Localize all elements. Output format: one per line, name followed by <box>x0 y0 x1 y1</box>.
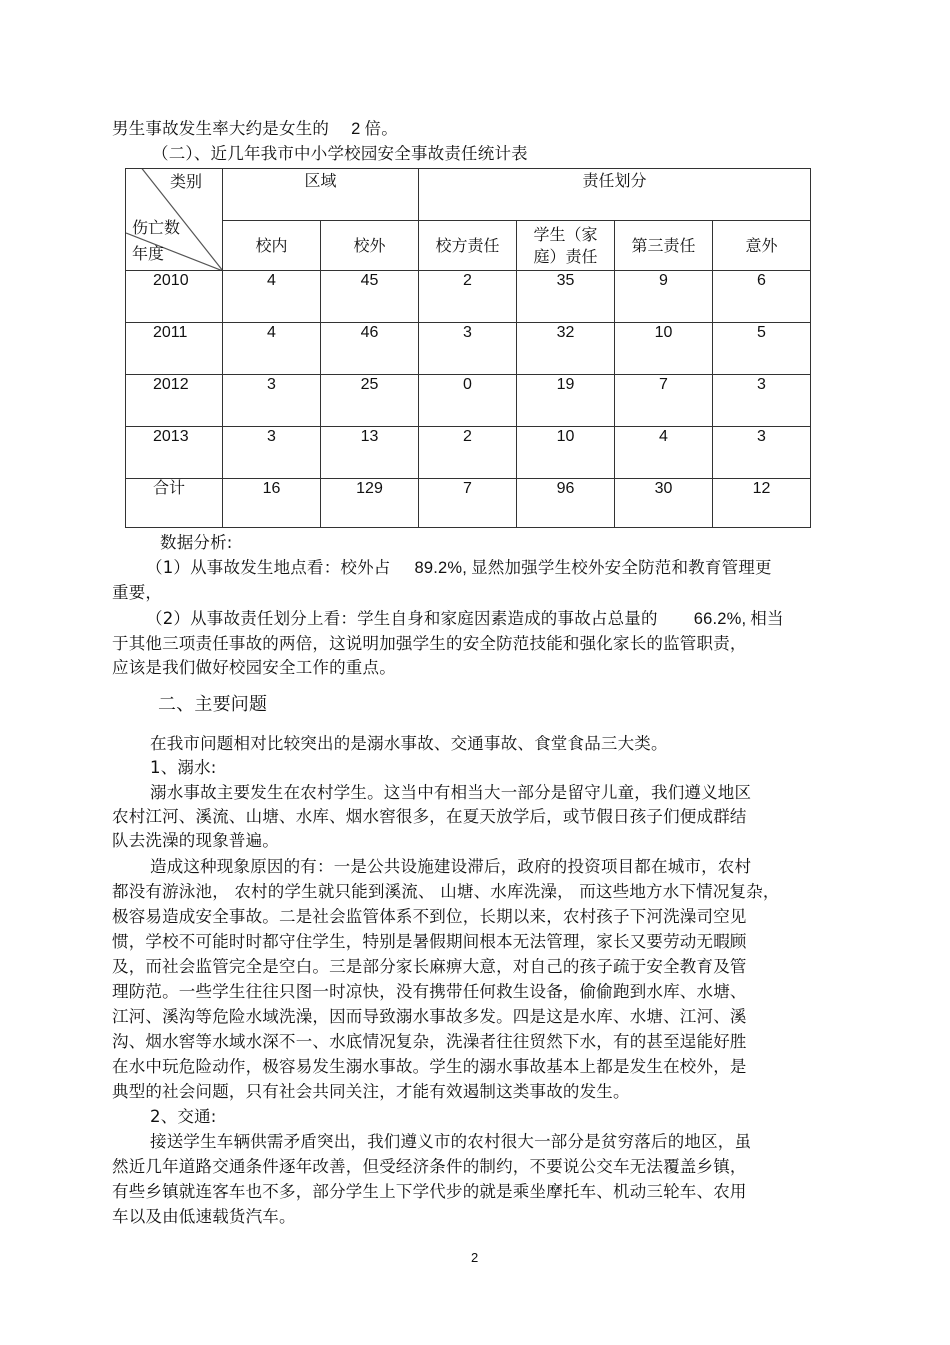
row-year: 2010 <box>126 271 223 323</box>
cell: 2 <box>419 427 517 479</box>
subheader-on-campus: 校内 <box>223 221 321 271</box>
page-number: 2 <box>471 1250 479 1265</box>
table-row-total <box>126 479 811 528</box>
point2-value: 66.2%, <box>693 610 747 628</box>
cell: 2 <box>419 271 517 323</box>
accident-statistics-table <box>125 168 811 528</box>
subheading-traffic: 2、交通: <box>150 1107 217 1126</box>
cell: 46 <box>321 323 419 375</box>
intro-text-after: 倍。 <box>364 119 398 138</box>
cell: 35 <box>517 271 615 323</box>
subheader-school-responsibility: 校方责任 <box>419 221 517 271</box>
cell: 0 <box>419 375 517 427</box>
cell: 3 <box>713 427 811 479</box>
subheader-accident: 意外 <box>713 221 811 271</box>
cell: 5 <box>713 323 811 375</box>
header-region: 区域 <box>223 169 419 221</box>
traffic-para1-line: 车以及由低速载货汽车。 <box>112 1207 296 1226</box>
table-row <box>126 427 811 479</box>
cell: 129 <box>321 479 419 528</box>
analysis-point-2 <box>146 608 784 630</box>
analysis-point-1 <box>146 557 772 579</box>
cell: 30 <box>615 479 713 528</box>
cell: 3 <box>223 375 321 427</box>
drowning-para2-line: 都没有游泳池， 农村的学生就只能到溪流、 山塘、水库洗澡， 而这些地方水下情况复杂， <box>112 882 780 901</box>
traffic-para1-line: 有些乡镇就连客车也不多，部分学生上下学代步的就是乘坐摩托车、机动三轮车、农用 <box>112 1182 747 1201</box>
table-row <box>126 375 811 427</box>
drowning-para2-line: 江河、溪沟等危险水域洗澡，因而导致溺水事故多发。四是这是水库、水塘、江河、溪 <box>112 1007 747 1026</box>
cell: 9 <box>615 271 713 323</box>
drowning-para2-line: 惯，学校不可能时时都守住学生，特别是暑假期间根本无法管理，家长又要劳动无暇顾 <box>112 932 747 951</box>
drowning-para2-line: 典型的社会问题，只有社会共同关注，才能有效遏制这类事故的发生。 <box>112 1082 630 1101</box>
drowning-para1-line: 队去洗澡的现象普遍。 <box>112 831 279 850</box>
row-year: 2011 <box>126 323 223 375</box>
cell: 32 <box>517 323 615 375</box>
subheader-third-party: 第三责任 <box>615 221 713 271</box>
row-total-label: 合计 <box>126 479 223 528</box>
cell: 96 <box>517 479 615 528</box>
point2-suffix: 相当 <box>750 609 784 628</box>
cell: 25 <box>321 375 419 427</box>
cell: 19 <box>517 375 615 427</box>
point2-prefix: （2）从事故责任划分上看：学生自身和家庭因素造成的事故占总量的 <box>146 609 658 628</box>
traffic-para1-line: 然近几年道路交通条件逐年改善，但受经济条件的制约，不要说公交车无法覆盖乡镇， <box>112 1157 747 1176</box>
drowning-para1-line: 溺水事故主要发生在农村学生。这当中有相当大一部分是留守儿童，我们遵义地区 <box>150 783 752 802</box>
analysis-point-1-cont: 重要， <box>112 583 163 602</box>
cell: 3 <box>419 323 517 375</box>
row-year: 2013 <box>126 427 223 479</box>
drowning-para2-line: 及，而社会监管完全是空白。三是部分家长麻痹大意，对自己的孩子疏于安全教育及管 <box>112 957 747 976</box>
corner-category-label: 类别 <box>170 172 203 191</box>
table-row <box>126 271 811 323</box>
header-responsibility: 责任划分 <box>419 169 811 221</box>
section-heading-main-problems: 二、主要问题 <box>158 694 268 715</box>
cell: 45 <box>321 271 419 323</box>
intro-sentence <box>112 118 398 140</box>
cell: 12 <box>713 479 811 528</box>
point1-value: 89.2%, <box>414 559 468 577</box>
cell: 16 <box>223 479 321 528</box>
analysis-point-2-cont1: 于其他三项责任事故的两倍，这说明加强学生的安全防范技能和强化家长的监管职责， <box>112 634 747 653</box>
drowning-para1-line: 农村江河、溪流、山塘、水库、烟水窖很多，在夏天放学后，或节假日孩子们便成群结 <box>112 807 747 826</box>
drowning-para2-line: 极容易造成安全事故。二是社会监管体系不到位，长期以来，农村孩子下河洗澡司空见 <box>112 907 747 926</box>
point1-suffix: 显然加强学生校外安全防范和教育管理更 <box>471 558 772 577</box>
drowning-para2-line: 造成这种现象原因的有：一是公共设施建设滞后，政府的投资项目都在城市，农村 <box>150 857 752 876</box>
row-year: 2012 <box>126 375 223 427</box>
cell: 7 <box>615 375 713 427</box>
intro-value: 2 <box>351 120 361 138</box>
table-title: （二）、近几年我市中小学校园安全事故责任统计表 <box>152 144 528 163</box>
corner-year-label: 年度 <box>132 244 165 263</box>
cell: 3 <box>713 375 811 427</box>
table-row <box>126 323 811 375</box>
cell: 3 <box>223 427 321 479</box>
analysis-label: 数据分析: <box>160 533 233 552</box>
drowning-para2-line: 沟、烟水窖等水域水深不一、水底情况复杂，洗澡者往往贸然下水，有的甚至逞能好胜 <box>112 1032 747 1051</box>
section2-intro: 在我市问题相对比较突出的是溺水事故、交通事故、食堂食品三大类。 <box>150 734 668 753</box>
drowning-para2-line: 理防范。一些学生往往只图一时凉快，没有携带任何救生设备，偷偷跑到水库、水塘、 <box>112 982 747 1001</box>
drowning-para2-line: 在水中玩危险动作，极容易发生溺水事故。学生的溺水事故基本上都是发生在校外，是 <box>112 1057 747 1076</box>
subheader-off-campus: 校外 <box>321 221 419 271</box>
cell: 13 <box>321 427 419 479</box>
cell: 4 <box>615 427 713 479</box>
point1-prefix: （1）从事故发生地点看：校外占 <box>146 558 391 577</box>
corner-casualty-label: 伤亡数 <box>132 218 181 237</box>
table-corner-cell <box>126 169 223 271</box>
cell: 4 <box>223 323 321 375</box>
intro-text: 男生事故发生率大约是女生的 <box>112 119 330 138</box>
cell: 10 <box>517 427 615 479</box>
cell: 10 <box>615 323 713 375</box>
analysis-point-2-cont2: 应该是我们做好校园安全工作的重点。 <box>112 658 396 677</box>
subheading-drowning: 1、溺水: <box>150 758 217 777</box>
cell: 6 <box>713 271 811 323</box>
subheader-student-family-responsibility: 学生（家 庭）责任 <box>517 221 615 271</box>
traffic-para1-line: 接送学生车辆供需矛盾突出，我们遵义市的农村很大一部分是贫穷落后的地区，虽 <box>150 1132 752 1151</box>
cell: 7 <box>419 479 517 528</box>
cell: 4 <box>223 271 321 323</box>
